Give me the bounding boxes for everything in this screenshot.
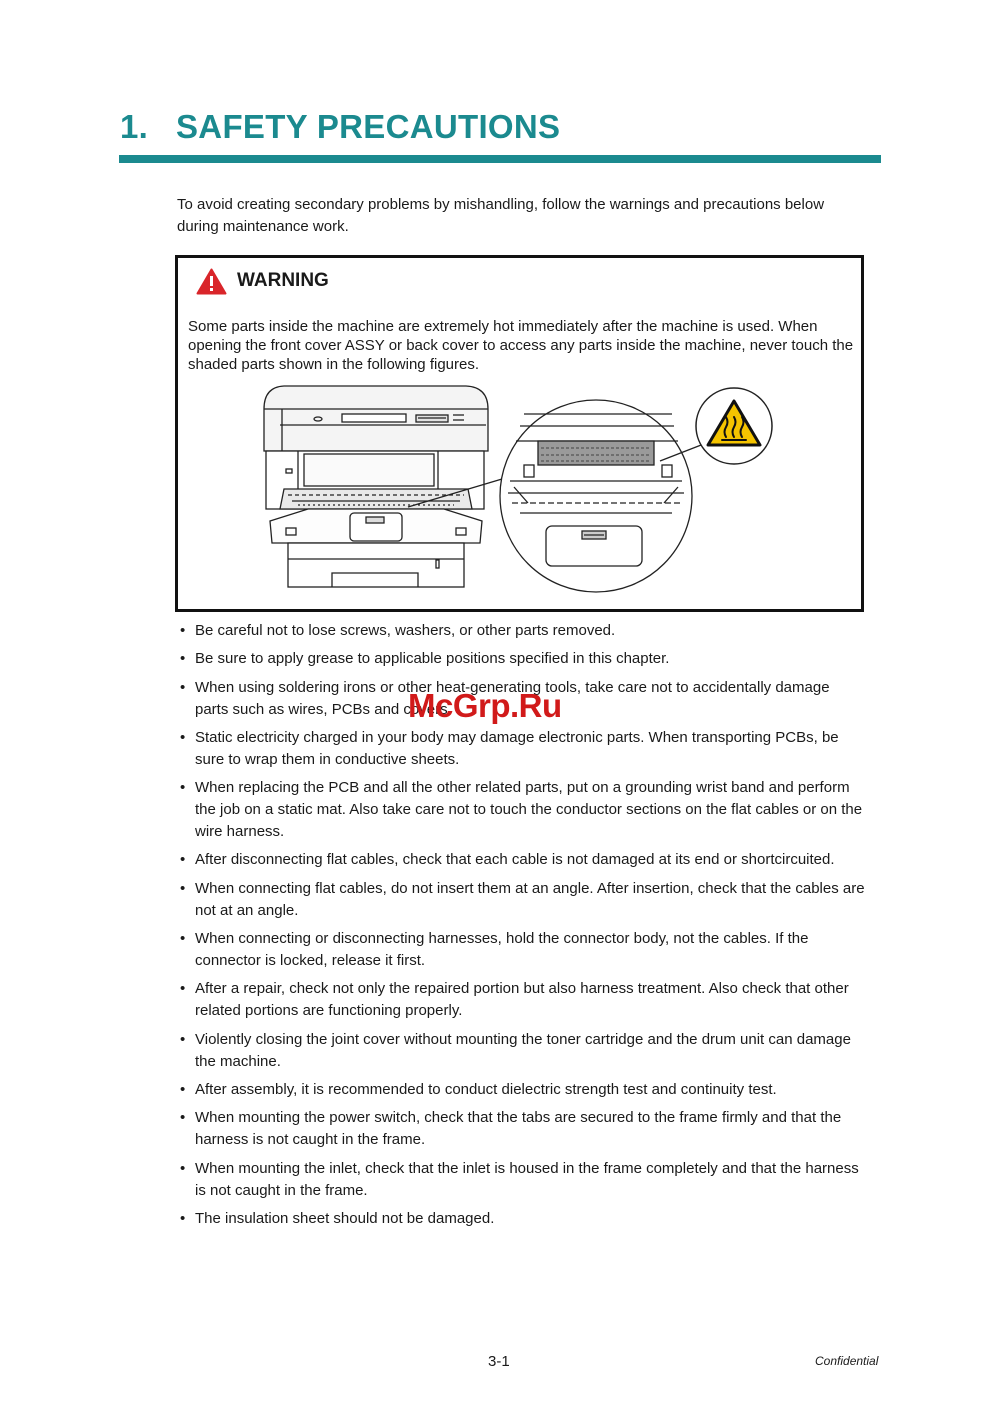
intro-paragraph: To avoid creating secondary problems by mishandling, follow the warnings and precautions below during maintenance work. [177,196,825,235]
page-number: 3-1 [488,1353,510,1370]
warning-box [175,255,864,612]
printer-illustration [264,386,502,587]
list-item: • Static electricity charged in your body may damage electronic parts. When transporting PCBs, be sure to wrap them in conductive sheets. [177,727,867,771]
watermark-text: McGrp.Ru [408,687,562,724]
warning-text: Some parts inside the machine are extremely hot immediately after the machine is used. When opening the front cover ASSY or back cover to access any parts inside the machine, never touch the shaded parts shown in the following figures. [188,318,854,373]
page-title [120,108,560,146]
warning-header [196,266,329,296]
list-item: • After disconnecting flat cables, check that each cable is not damaged at its end or shortcircuited. [177,849,867,871]
warning-title: WARNING [237,270,329,291]
section-number: 1. [120,108,149,145]
list-item: • When using soldering irons or other heat-generating tools, take care not to accidentally damage parts such as wires, PCBs and covers. [177,677,867,721]
list-item: • Be sure to apply grease to applicable positions specified in this chapter. [177,648,867,670]
title-rule [119,155,881,163]
list-item: • When connecting flat cables, do not insert them at an angle. After insertion, check that the cables are not at an angle. [177,878,867,922]
list-item: • When mounting the power switch, check that the tabs are secured to the frame firmly and that the harness is not caught in the frame. [177,1107,867,1151]
list-item: • The insulation sheet should not be damaged. [177,1208,867,1230]
hot-parts-figure [258,381,778,603]
list-item: • Be careful not to lose screws, washers, or other parts removed. [177,620,867,642]
list-item: • After assembly, it is recommended to conduct dielectric strength test and continuity test. [177,1079,867,1101]
list-item: • When replacing the PCB and all the other related parts, put on a grounding wrist band and perform the job on a static mat. Also take care not to touch the conductor sections on the flat cables or on the wire harness. [177,777,867,843]
hot-surface-icon [696,388,772,464]
list-item: • When connecting or disconnecting harnesses, hold the connector body, not the cables. If the connector is locked, release it first. [177,928,867,972]
section-title: SAFETY PRECAUTIONS [176,108,561,145]
confidential-label: Confidential [815,1354,879,1368]
list-item: • When mounting the inlet, check that the inlet is housed in the frame completely and that the harness is not caught in the frame. [177,1158,867,1202]
warning-triangle-icon [196,268,227,295]
list-item: • Violently closing the joint cover without mounting the toner cartridge and the drum unit can damage the machine. [177,1029,867,1073]
list-item: • After a repair, check not only the repaired portion but also harness treatment. Also check that other related portions are functioning properly. [177,978,867,1022]
